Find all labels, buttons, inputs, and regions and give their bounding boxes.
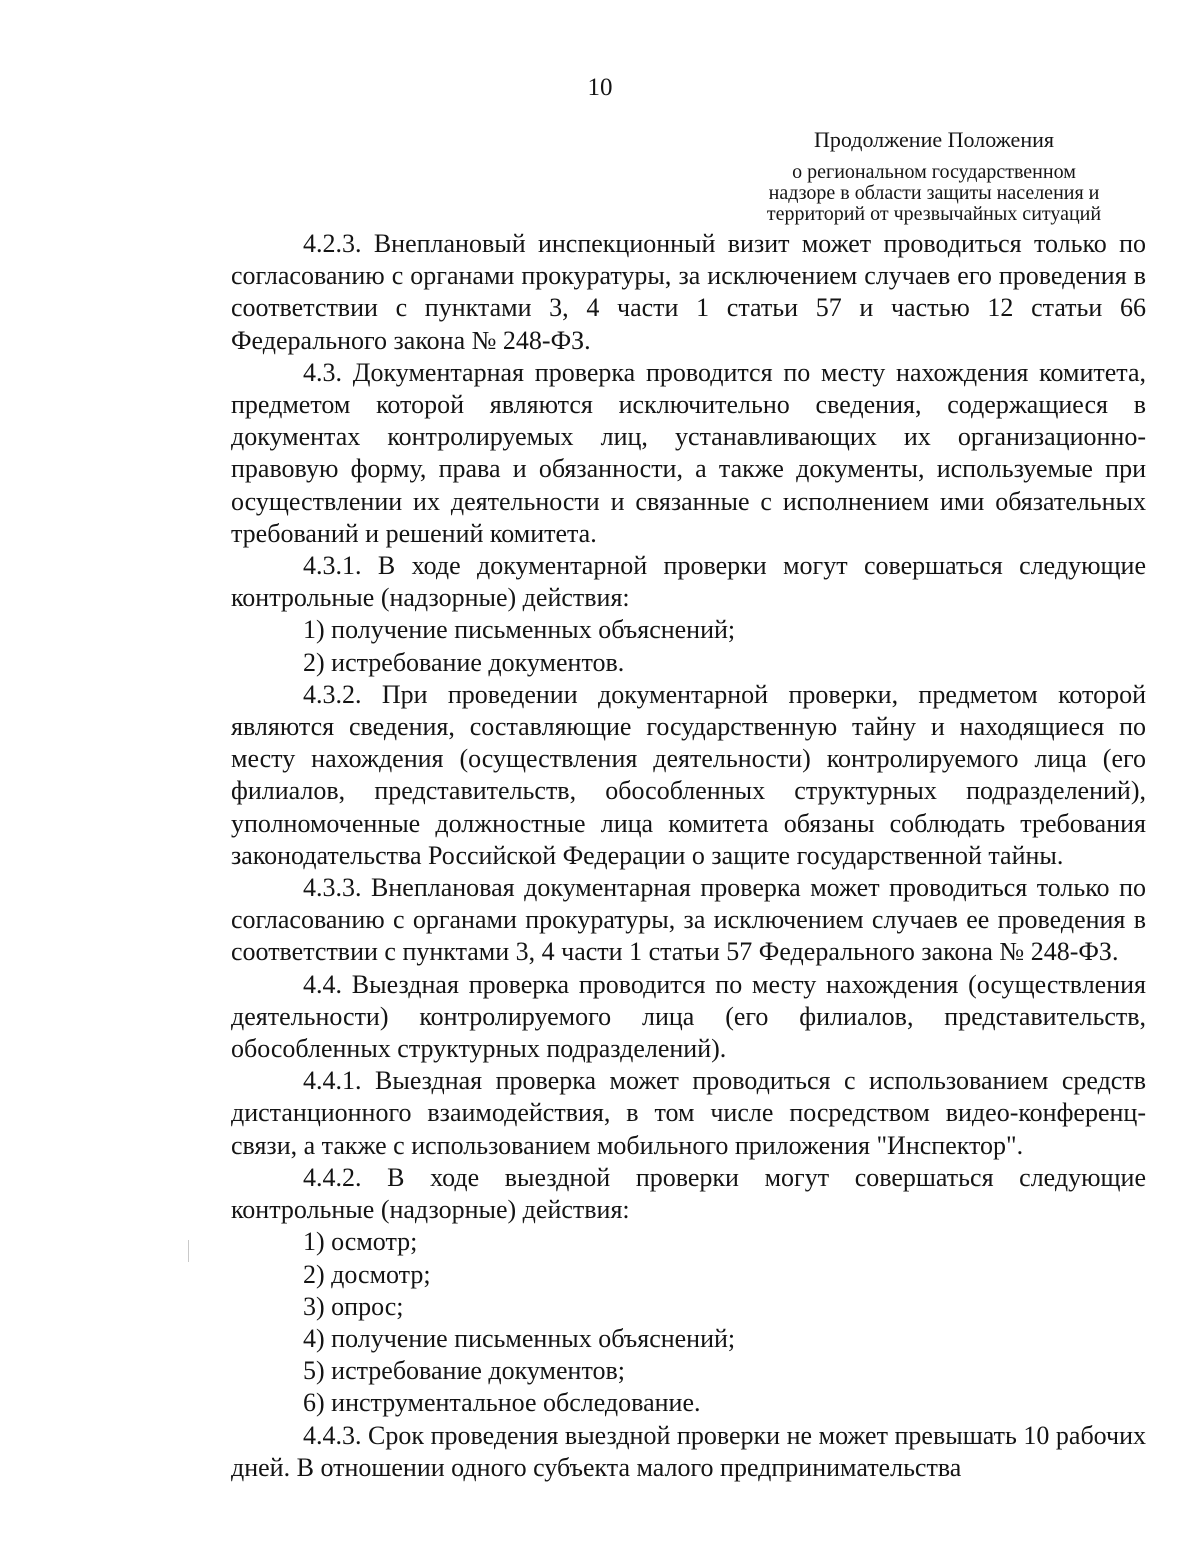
running-header-line: о региональном государственном: [792, 161, 1076, 183]
list-item: 2) досмотр;: [303, 1259, 431, 1289]
paragraph-4-3-2: 4.3.2. При проведении документарной проверки, предметом которой являются сведения, составляющие государственную тайну и находящиеся по месту нахождения (осуществления деятельности) контролируемого лица (его филиалов, представительств, обособленных структурных подразделений), уполномоченные должностные лица комитета обязаны соблюдать требования законодательства Российской Федерации о защите государственной тайны.: [231, 679, 1146, 870]
list-item: 5) истребование документов;: [303, 1356, 625, 1386]
document-body: [231, 228, 1146, 1484]
paragraph-4-3-3: 4.3.3. Внеплановая документарная проверка может проводиться только по согласованию с органами прокуратуры, за исключением случаев ее проведения в соответствии с пунктами 3, 4 части 1 статьи 57 Федерального закона № 248-ФЗ.: [231, 873, 1146, 967]
scan-artifact-line: [188, 1240, 189, 1262]
running-header-line: территорий от чрезвычайных ситуаций: [766, 203, 1102, 225]
paragraph-4-4-3: 4.4.3. Срок проведения выездной проверки не может превышать 10 рабочих дней. В отношении одного субъекта малого предпринимательства: [231, 1420, 1146, 1482]
list-item: 1) осмотр;: [303, 1227, 418, 1257]
list-item: 2) истребование документов.: [303, 647, 625, 677]
page-number: 10: [587, 74, 613, 101]
paragraph-4-4-1: 4.4.1. Выездная проверка может проводиться с использованием средств дистанционного взаимодействия, в том числе посредством видео-конференц-связи, а также с использованием мобильного приложения "Инспектор".: [231, 1066, 1146, 1160]
list-item: 4) получение письменных объяснений;: [303, 1323, 736, 1353]
running-header-line: надзоре в области защиты населения и: [768, 182, 1100, 204]
paragraph-4-4: 4.4. Выездная проверка проводится по месту нахождения (осуществления деятельности) контролируемого лица (его филиалов, представительств, обособленных структурных подразделений).: [231, 969, 1146, 1064]
paragraph-4-3-1: 4.3.1. В ходе документарной проверки могут совершаться следующие контрольные (надзорные) действия:: [231, 551, 1146, 613]
running-header-title: Продолжение Положения: [814, 127, 1054, 152]
paragraph-4-3: 4.3. Документарная проверка проводится по месту нахождения комитета, предметом которой являются исключительно сведения, содержащиеся в документах контролируемых лиц, устанавливающих их организационно-правовую форму, права и обязанности, а также документы, используемые при осуществлении их деятельности и связанные с исполнением ими обязательных требований и решений комитета.: [231, 357, 1146, 548]
list-item: 3) опрос;: [303, 1291, 404, 1321]
list-item: 6) инструментальное обследование.: [303, 1388, 701, 1418]
paragraph-4-2-3: 4.2.3. Внеплановый инспекционный визит может проводиться только по согласованию с органами прокуратуры, за исключением случаев его проведения в соответствии с пунктами 3, 4 части 1 статьи 57 и частью 12 статьи 66 Федерального закона № 248-ФЗ.: [231, 229, 1146, 355]
running-header-subtitle: [720, 162, 1148, 225]
paragraph-4-4-2: 4.4.2. В ходе выездной проверки могут совершаться следующие контрольные (надзорные) действия:: [231, 1162, 1146, 1225]
list-item: 1) получение письменных объяснений;: [303, 615, 736, 645]
